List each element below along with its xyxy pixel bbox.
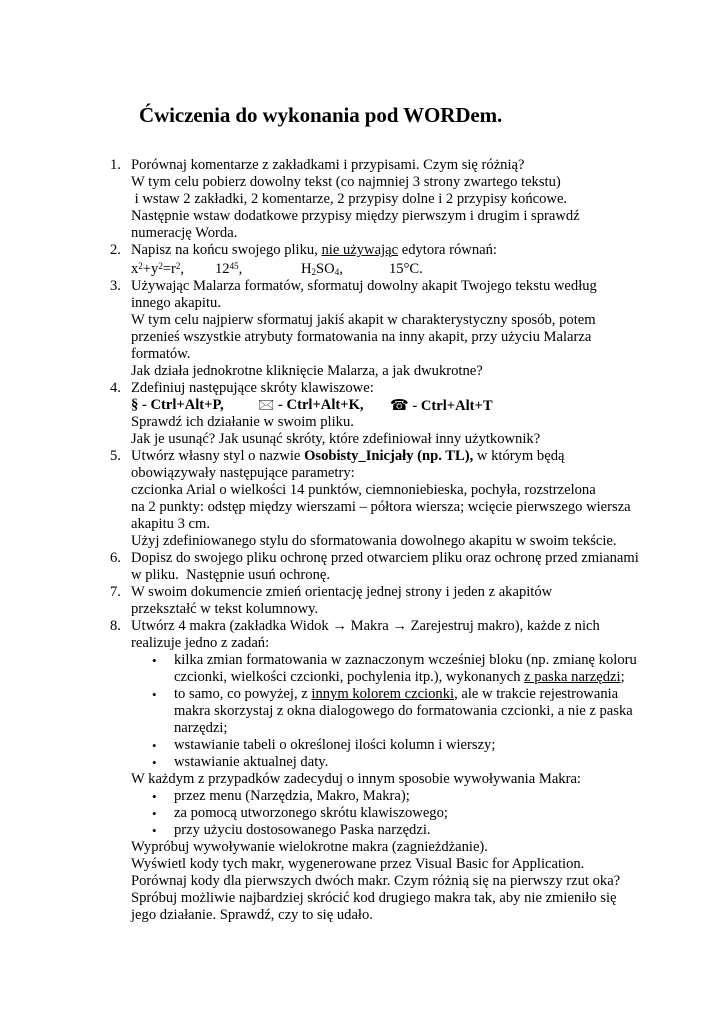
item4-line: Sprawdź ich działanie w swoim pliku. bbox=[131, 414, 354, 430]
item5-line: obowiązywały następujące parametry: bbox=[131, 465, 355, 481]
formula-3: $H_2SO_4$, bbox=[301, 261, 343, 277]
item1-line: Następnie wstaw dodatkowe przypisy między pierwszym i drugim i sprawdź bbox=[131, 208, 580, 224]
bullet-line: wstawianie tabeli o określonej ilości kolumn i wierszy; bbox=[174, 737, 496, 753]
item1-line: i wstaw 2 zakładki, 2 komentarze, 2 przypisy dolne i 2 przypisy końcowe. bbox=[131, 191, 568, 207]
underlined-text: z paska narzędzi bbox=[524, 669, 621, 685]
item3-line: Jak działa jednokrotne kliknięcie Malarza, a jak dwukrotne? bbox=[131, 363, 483, 379]
item8-line: realizuje jedno z zadań: bbox=[131, 635, 270, 651]
bullet-icon: • bbox=[152, 738, 157, 753]
item5-line: czcionka Arial o wielkości 14 punktów, ciemnoniebieska, pochyła, rozstrzelona bbox=[131, 482, 596, 498]
item3-line: formatów. bbox=[131, 346, 191, 362]
item-number: 8. bbox=[110, 618, 121, 634]
item-number: 3. bbox=[110, 278, 121, 294]
bullet-icon: • bbox=[152, 755, 157, 770]
style-name: Osobisty_Inicjały (np. TL), bbox=[304, 448, 474, 464]
bullet-line: narzędzi; bbox=[174, 720, 228, 736]
item5-line: akapitu 3 cm. bbox=[131, 516, 211, 532]
bullet-line: wstawianie aktualnej daty. bbox=[174, 754, 329, 770]
item5-line: Utwórz własny styl o nazwie Osobisty_Inicjały (np. TL), w którym będą bbox=[131, 448, 565, 464]
item3-line: W tym celu najpierw sformatuj jakiś akapit w charakterystyczny sposób, potem bbox=[131, 312, 596, 328]
item-number: 2. bbox=[110, 242, 121, 258]
bullet-icon: • bbox=[152, 687, 157, 702]
item8-line: jego działanie. Sprawdź, czy to się udało. bbox=[131, 907, 373, 923]
item3-line: innego akapitu. bbox=[131, 295, 221, 311]
bullet-icon: • bbox=[152, 789, 157, 804]
item8-line: Utwórz 4 makra (zakładka Widok → Makra → Zarejestruj makro), każde z nich bbox=[131, 618, 600, 634]
bullet-line: to samo, co powyżej, z innym kolorem czcionki, ale w trakcie rejestrowania bbox=[174, 686, 619, 702]
bullet-line: za pomocą utworzonego skrótu klawiszowego; bbox=[174, 805, 448, 821]
item8-line: W każdym z przypadków zadecyduj o innym sposobie wywoływania Makra: bbox=[131, 771, 581, 787]
item1-line: Porównaj komentarze z zakładkami i przypisami. Czym się różnią? bbox=[131, 157, 525, 173]
item7-line: przekształć w tekst kolumnowy. bbox=[131, 601, 319, 617]
bullet-line: makra skorzystaj z okna dialogowego do formatowania czcionki, a nie z paska bbox=[174, 703, 633, 719]
item7-line: W swoim dokumencie zmień orientację jednej strony i jeden z akapitów bbox=[131, 584, 553, 600]
bullet-line: przez menu (Narzędzia, Makro, Makra); bbox=[174, 788, 410, 804]
item4-line: Jak je usunąć? Jak usunąć skróty, które zdefiniował inny użytkownik? bbox=[131, 431, 541, 447]
item-number: 6. bbox=[110, 550, 121, 566]
shortcut-1: § - Ctrl+Alt+P, bbox=[131, 397, 224, 413]
item8-line: Wypróbuj wywoływanie wielokrotne makra (zagnieżdżanie). bbox=[131, 839, 488, 855]
bullet-icon: • bbox=[152, 653, 157, 668]
shortcut-2: 🖂 - Ctrl+Alt+K, bbox=[258, 397, 364, 413]
formula-4: 15°C. bbox=[389, 261, 423, 277]
item-number: 1. bbox=[110, 157, 121, 173]
item5-line: Użyj zdefiniowanego stylu do sformatowania dowolnego akapitu w swoim tekście. bbox=[131, 533, 617, 549]
item2-line bbox=[131, 242, 497, 259]
item4-line: Zdefiniuj następujące skróty klawiszowe: bbox=[131, 380, 374, 396]
item-number: 7. bbox=[110, 584, 121, 600]
formula-1: $x^2+y^2=r^2$, bbox=[131, 261, 185, 277]
envelope-icon: 🖂 bbox=[258, 397, 275, 413]
bullet-icon: • bbox=[152, 806, 157, 821]
item5-line: na 2 punkty: odstęp między wierszami – półtora wiersza; wcięcie pierwszego wiersza bbox=[131, 499, 631, 515]
item8-line: Porównaj kody dla pierwszych dwóch makr. Czym różnią się na pierwszy rzut oka? bbox=[131, 873, 621, 889]
item2-text: Napisz na końcu swojego pliku, bbox=[131, 242, 322, 258]
item-number: 4. bbox=[110, 380, 121, 396]
bullet-icon: • bbox=[152, 823, 157, 838]
item1-line: numerację Worda. bbox=[131, 225, 238, 241]
telephone-icon: ☎ bbox=[390, 396, 409, 414]
bullet-line: przy użyciu dostosowanego Paska narzędzi. bbox=[174, 822, 431, 838]
item1-line: W tym celu pobierz dowolny tekst (co najmniej 3 strony zwartego tekstu) bbox=[131, 174, 561, 190]
item3-line: Używając Malarza formatów, sformatuj dowolny akapit Twojego tekstu według bbox=[131, 278, 597, 294]
underlined-text: innym kolorem czcionki bbox=[311, 686, 455, 702]
item8-line: Wyświetl kody tych makr, wygenerowane przez Visual Basic for Application. bbox=[131, 856, 585, 872]
item-number: 5. bbox=[110, 448, 121, 464]
bullet-line: kilka zmian formatowania w zaznaczonym wcześniej bloku (np. zmianę koloru bbox=[174, 652, 637, 668]
item2-text: edytora równań: bbox=[398, 242, 497, 258]
page-title: Ćwiczenia do wykonania pod WORDem. bbox=[139, 103, 503, 127]
item8-line: Spróbuj możliwie najbardziej skrócić kod drugiego makra tak, aby nie zmieniło się bbox=[131, 890, 617, 906]
formula-2: $12^{45}$, bbox=[215, 261, 243, 277]
shortcut-3: ☎ - Ctrl+Alt+T bbox=[390, 396, 493, 414]
item6-line: Dopisz do swojego pliku ochronę przed otwarciem pliku oraz ochronę przed zmianami bbox=[131, 550, 639, 566]
bullet-line: czcionki, wielkości czcionki, pochylenia itp.), wykonanych z paska narzędzi; bbox=[174, 669, 625, 685]
item3-line: przenieś wszystkie atrybuty formatowania na inny akapit, przy użyciu Malarza bbox=[131, 329, 592, 345]
item2-underlined: nie używając bbox=[321, 242, 399, 258]
item6-line: w pliku. Następnie usuń ochronę. bbox=[131, 567, 331, 583]
